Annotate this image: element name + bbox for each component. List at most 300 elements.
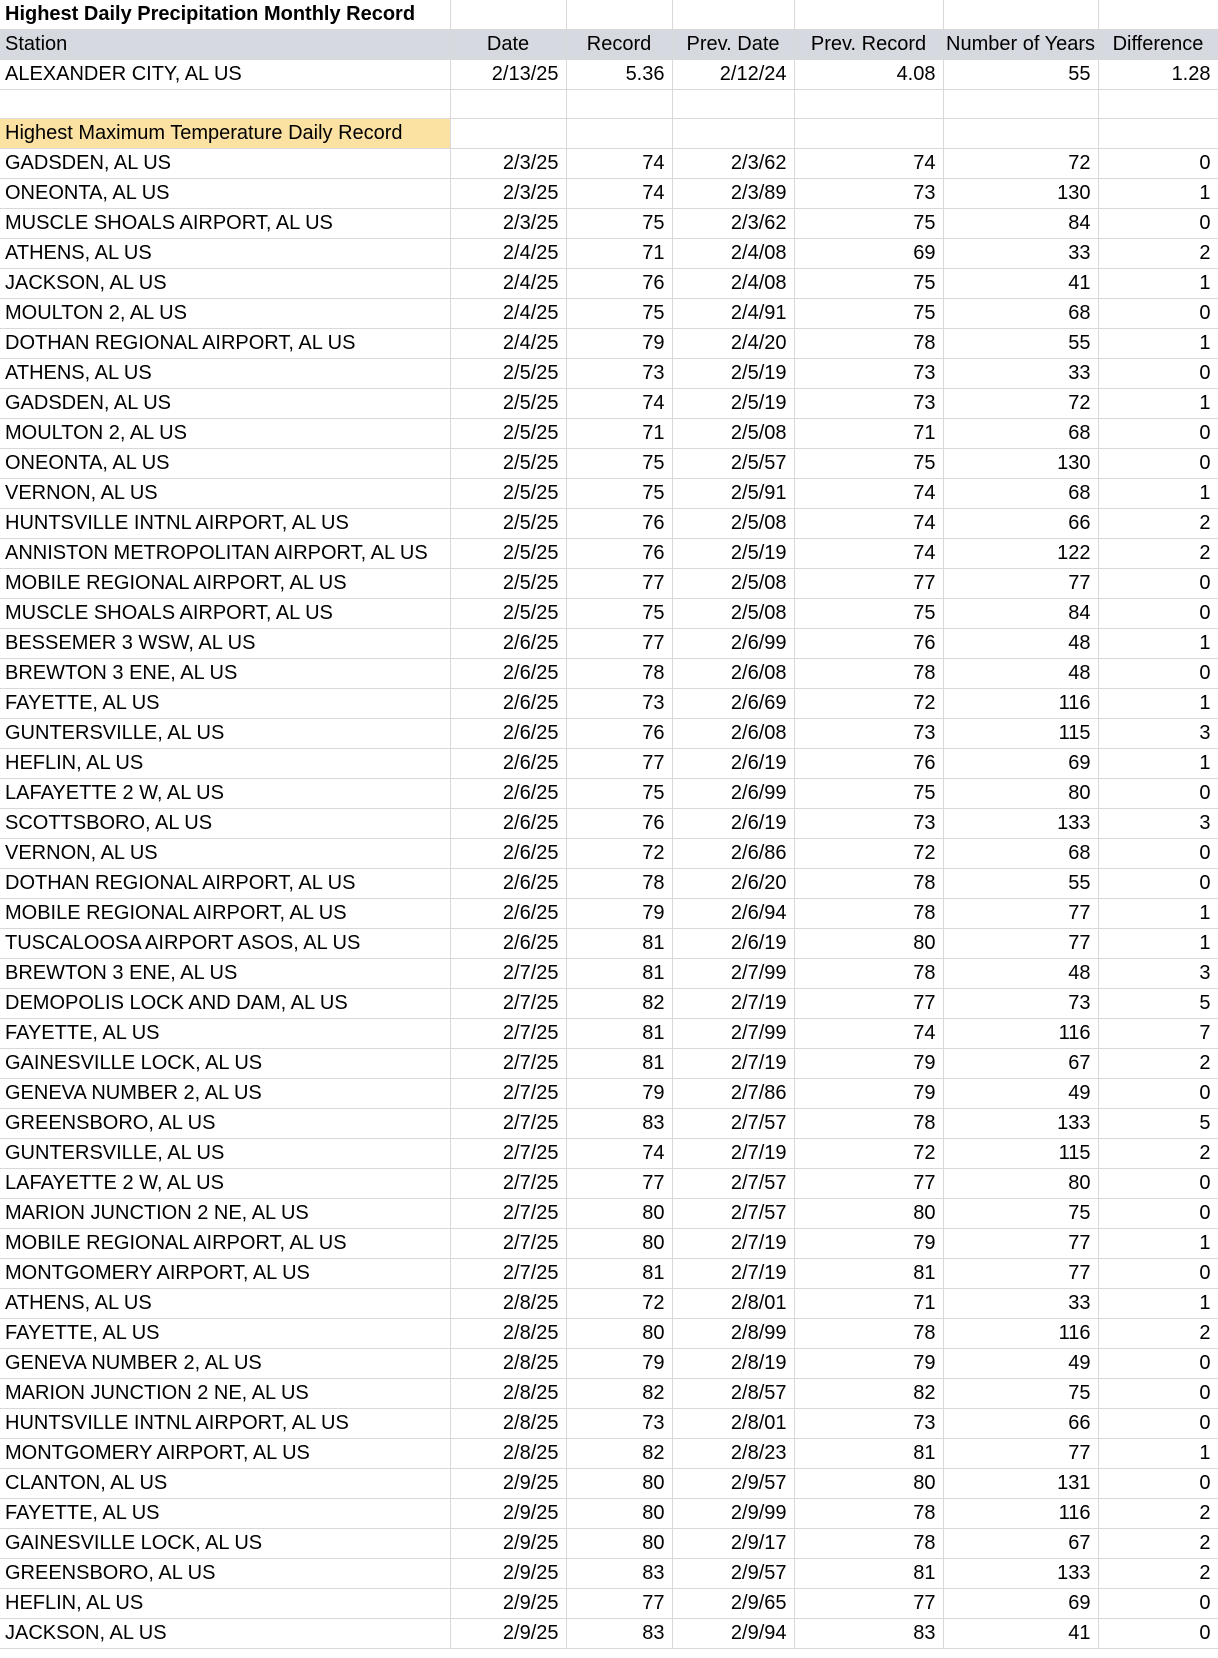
prev-record-cell[interactable]: 4.08: [794, 60, 943, 90]
years-cell[interactable]: 77: [943, 899, 1098, 929]
date-cell[interactable]: 2/6/25: [450, 929, 566, 959]
prev-date-cell[interactable]: 2/6/69: [672, 689, 794, 719]
prev-date-cell[interactable]: 2/8/23: [672, 1439, 794, 1469]
station-cell[interactable]: VERNON, AL US: [0, 479, 450, 509]
station-cell[interactable]: MOBILE REGIONAL AIRPORT, AL US: [0, 899, 450, 929]
years-cell[interactable]: 55: [943, 869, 1098, 899]
prev-date-cell[interactable]: 2/5/19: [672, 539, 794, 569]
difference-cell[interactable]: 3: [1098, 809, 1218, 839]
years-cell[interactable]: 130: [943, 179, 1098, 209]
years-cell[interactable]: 116: [943, 1019, 1098, 1049]
prev-date-cell[interactable]: 2/5/91: [672, 479, 794, 509]
station-cell[interactable]: LAFAYETTE 2 W, AL US: [0, 779, 450, 809]
years-cell[interactable]: 77: [943, 1259, 1098, 1289]
difference-cell[interactable]: 1: [1098, 1229, 1218, 1259]
prev-record-cell[interactable]: 74: [794, 1019, 943, 1049]
date-cell[interactable]: 2/7/25: [450, 1199, 566, 1229]
header-prev-record[interactable]: Prev. Record: [794, 30, 943, 60]
date-cell[interactable]: 2/6/25: [450, 869, 566, 899]
prev-record-cell[interactable]: 71: [794, 1289, 943, 1319]
difference-cell[interactable]: 1: [1098, 179, 1218, 209]
difference-cell[interactable]: 0: [1098, 569, 1218, 599]
record-cell[interactable]: 79: [566, 329, 672, 359]
date-cell[interactable]: 2/9/25: [450, 1529, 566, 1559]
prev-record-cell[interactable]: 74: [794, 479, 943, 509]
empty-cell[interactable]: [1098, 90, 1218, 119]
prev-date-cell[interactable]: 2/3/89: [672, 179, 794, 209]
date-cell[interactable]: 2/9/25: [450, 1469, 566, 1499]
prev-record-cell[interactable]: 81: [794, 1259, 943, 1289]
prev-record-cell[interactable]: 77: [794, 989, 943, 1019]
station-cell[interactable]: ANNISTON METROPOLITAN AIRPORT, AL US: [0, 539, 450, 569]
date-cell[interactable]: 2/8/25: [450, 1349, 566, 1379]
years-cell[interactable]: 131: [943, 1469, 1098, 1499]
prev-date-cell[interactable]: 2/9/17: [672, 1529, 794, 1559]
record-cell[interactable]: 81: [566, 959, 672, 989]
empty-cell[interactable]: [943, 0, 1098, 30]
difference-cell[interactable]: 2: [1098, 1529, 1218, 1559]
prev-date-cell[interactable]: 2/9/65: [672, 1589, 794, 1619]
date-cell[interactable]: 2/7/25: [450, 1019, 566, 1049]
record-cell[interactable]: 78: [566, 869, 672, 899]
difference-cell[interactable]: 2: [1098, 1499, 1218, 1529]
date-cell[interactable]: 2/7/25: [450, 1169, 566, 1199]
prev-record-cell[interactable]: 79: [794, 1229, 943, 1259]
station-cell[interactable]: DOTHAN REGIONAL AIRPORT, AL US: [0, 329, 450, 359]
prev-date-cell[interactable]: 2/6/20: [672, 869, 794, 899]
years-cell[interactable]: 115: [943, 1139, 1098, 1169]
prev-record-cell[interactable]: 73: [794, 809, 943, 839]
years-cell[interactable]: 75: [943, 1379, 1098, 1409]
station-cell[interactable]: CLANTON, AL US: [0, 1469, 450, 1499]
date-cell[interactable]: 2/4/25: [450, 329, 566, 359]
date-cell[interactable]: 2/6/25: [450, 719, 566, 749]
header-prev-date[interactable]: Prev. Date: [672, 30, 794, 60]
prev-record-cell[interactable]: 80: [794, 1469, 943, 1499]
date-cell[interactable]: 2/5/25: [450, 539, 566, 569]
station-cell[interactable]: DEMOPOLIS LOCK AND DAM, AL US: [0, 989, 450, 1019]
empty-cell[interactable]: [943, 90, 1098, 119]
prev-date-cell[interactable]: 2/6/86: [672, 839, 794, 869]
date-cell[interactable]: 2/3/25: [450, 149, 566, 179]
date-cell[interactable]: 2/7/25: [450, 959, 566, 989]
prev-record-cell[interactable]: 79: [794, 1349, 943, 1379]
prev-date-cell[interactable]: 2/7/57: [672, 1199, 794, 1229]
prev-date-cell[interactable]: 2/6/19: [672, 929, 794, 959]
header-number-of-years[interactable]: Number of Years: [943, 30, 1098, 60]
difference-cell[interactable]: 2: [1098, 1559, 1218, 1589]
date-cell[interactable]: 2/9/25: [450, 1589, 566, 1619]
date-cell[interactable]: 2/6/25: [450, 779, 566, 809]
difference-cell[interactable]: 1: [1098, 899, 1218, 929]
empty-cell[interactable]: [0, 90, 450, 119]
prev-date-cell[interactable]: 2/9/94: [672, 1619, 794, 1649]
record-cell[interactable]: 72: [566, 1289, 672, 1319]
prev-date-cell[interactable]: 2/7/19: [672, 989, 794, 1019]
date-cell[interactable]: 2/8/25: [450, 1409, 566, 1439]
station-cell[interactable]: MARION JUNCTION 2 NE, AL US: [0, 1379, 450, 1409]
difference-cell[interactable]: 0: [1098, 1589, 1218, 1619]
prev-date-cell[interactable]: 2/3/62: [672, 149, 794, 179]
station-cell[interactable]: HUNTSVILLE INTNL AIRPORT, AL US: [0, 1409, 450, 1439]
difference-cell[interactable]: 1: [1098, 329, 1218, 359]
prev-record-cell[interactable]: 73: [794, 179, 943, 209]
record-cell[interactable]: 73: [566, 1409, 672, 1439]
years-cell[interactable]: 49: [943, 1349, 1098, 1379]
difference-cell[interactable]: 0: [1098, 299, 1218, 329]
station-cell[interactable]: MONTGOMERY AIRPORT, AL US: [0, 1259, 450, 1289]
prev-date-cell[interactable]: 2/8/01: [672, 1289, 794, 1319]
station-cell[interactable]: HUNTSVILLE INTNL AIRPORT, AL US: [0, 509, 450, 539]
prev-date-cell[interactable]: 2/12/24: [672, 60, 794, 90]
years-cell[interactable]: 68: [943, 479, 1098, 509]
prev-date-cell[interactable]: 2/3/62: [672, 209, 794, 239]
station-cell[interactable]: MUSCLE SHOALS AIRPORT, AL US: [0, 599, 450, 629]
years-cell[interactable]: 80: [943, 779, 1098, 809]
record-cell[interactable]: 75: [566, 299, 672, 329]
difference-cell[interactable]: 0: [1098, 1259, 1218, 1289]
date-cell[interactable]: 2/7/25: [450, 1049, 566, 1079]
difference-cell[interactable]: 2: [1098, 1049, 1218, 1079]
difference-cell[interactable]: 0: [1098, 839, 1218, 869]
date-cell[interactable]: 2/5/25: [450, 449, 566, 479]
record-cell[interactable]: 76: [566, 269, 672, 299]
prev-record-cell[interactable]: 72: [794, 1139, 943, 1169]
record-cell[interactable]: 76: [566, 539, 672, 569]
years-cell[interactable]: 84: [943, 599, 1098, 629]
record-cell[interactable]: 75: [566, 449, 672, 479]
prev-record-cell[interactable]: 80: [794, 929, 943, 959]
years-cell[interactable]: 72: [943, 149, 1098, 179]
difference-cell[interactable]: 0: [1098, 869, 1218, 899]
prev-date-cell[interactable]: 2/7/99: [672, 1019, 794, 1049]
difference-cell[interactable]: 0: [1098, 419, 1218, 449]
difference-cell[interactable]: 0: [1098, 149, 1218, 179]
station-cell[interactable]: MONTGOMERY AIRPORT, AL US: [0, 1439, 450, 1469]
record-cell[interactable]: 80: [566, 1499, 672, 1529]
header-record[interactable]: Record: [566, 30, 672, 60]
prev-record-cell[interactable]: 75: [794, 599, 943, 629]
date-cell[interactable]: 2/6/25: [450, 839, 566, 869]
years-cell[interactable]: 130: [943, 449, 1098, 479]
years-cell[interactable]: 116: [943, 1499, 1098, 1529]
prev-date-cell[interactable]: 2/7/19: [672, 1229, 794, 1259]
station-cell[interactable]: BREWTON 3 ENE, AL US: [0, 659, 450, 689]
prev-record-cell[interactable]: 78: [794, 329, 943, 359]
prev-date-cell[interactable]: 2/6/19: [672, 809, 794, 839]
record-cell[interactable]: 83: [566, 1619, 672, 1649]
difference-cell[interactable]: 3: [1098, 959, 1218, 989]
record-cell[interactable]: 71: [566, 419, 672, 449]
prev-record-cell[interactable]: 78: [794, 1529, 943, 1559]
station-cell[interactable]: FAYETTE, AL US: [0, 689, 450, 719]
record-cell[interactable]: 81: [566, 1019, 672, 1049]
years-cell[interactable]: 68: [943, 419, 1098, 449]
temperature-section-title[interactable]: Highest Maximum Temperature Daily Record: [0, 119, 450, 149]
station-cell[interactable]: GREENSBORO, AL US: [0, 1109, 450, 1139]
date-cell[interactable]: 2/13/25: [450, 60, 566, 90]
date-cell[interactable]: 2/5/25: [450, 599, 566, 629]
years-cell[interactable]: 84: [943, 209, 1098, 239]
empty-cell[interactable]: [794, 119, 943, 149]
record-cell[interactable]: 76: [566, 509, 672, 539]
years-cell[interactable]: 49: [943, 1079, 1098, 1109]
prev-date-cell[interactable]: 2/9/99: [672, 1499, 794, 1529]
difference-cell[interactable]: 0: [1098, 779, 1218, 809]
prev-record-cell[interactable]: 73: [794, 389, 943, 419]
prev-date-cell[interactable]: 2/8/01: [672, 1409, 794, 1439]
date-cell[interactable]: 2/7/25: [450, 989, 566, 1019]
years-cell[interactable]: 133: [943, 809, 1098, 839]
header-difference[interactable]: Difference: [1098, 30, 1218, 60]
difference-cell[interactable]: 0: [1098, 449, 1218, 479]
date-cell[interactable]: 2/5/25: [450, 419, 566, 449]
difference-cell[interactable]: 2: [1098, 539, 1218, 569]
empty-cell[interactable]: [566, 0, 672, 30]
date-cell[interactable]: 2/6/25: [450, 899, 566, 929]
record-cell[interactable]: 77: [566, 749, 672, 779]
date-cell[interactable]: 2/4/25: [450, 299, 566, 329]
empty-cell[interactable]: [672, 119, 794, 149]
date-cell[interactable]: 2/8/25: [450, 1379, 566, 1409]
station-cell[interactable]: HEFLIN, AL US: [0, 1589, 450, 1619]
empty-cell[interactable]: [1098, 0, 1218, 30]
prev-date-cell[interactable]: 2/7/99: [672, 959, 794, 989]
station-cell[interactable]: LAFAYETTE 2 W, AL US: [0, 1169, 450, 1199]
empty-cell[interactable]: [1098, 119, 1218, 149]
years-cell[interactable]: 41: [943, 1619, 1098, 1649]
record-cell[interactable]: 81: [566, 1259, 672, 1289]
years-cell[interactable]: 68: [943, 839, 1098, 869]
difference-cell[interactable]: 1: [1098, 389, 1218, 419]
prev-date-cell[interactable]: 2/6/94: [672, 899, 794, 929]
years-cell[interactable]: 122: [943, 539, 1098, 569]
difference-cell[interactable]: 0: [1098, 1409, 1218, 1439]
station-cell[interactable]: BESSEMER 3 WSW, AL US: [0, 629, 450, 659]
station-cell[interactable]: FAYETTE, AL US: [0, 1499, 450, 1529]
prev-date-cell[interactable]: 2/4/08: [672, 239, 794, 269]
prev-record-cell[interactable]: 79: [794, 1079, 943, 1109]
years-cell[interactable]: 72: [943, 389, 1098, 419]
prev-record-cell[interactable]: 78: [794, 899, 943, 929]
difference-cell[interactable]: 5: [1098, 1109, 1218, 1139]
prev-record-cell[interactable]: 73: [794, 359, 943, 389]
prev-date-cell[interactable]: 2/5/08: [672, 599, 794, 629]
station-cell[interactable]: ATHENS, AL US: [0, 359, 450, 389]
station-cell[interactable]: DOTHAN REGIONAL AIRPORT, AL US: [0, 869, 450, 899]
difference-cell[interactable]: 0: [1098, 1349, 1218, 1379]
station-cell[interactable]: HEFLIN, AL US: [0, 749, 450, 779]
prev-record-cell[interactable]: 75: [794, 209, 943, 239]
prev-record-cell[interactable]: 82: [794, 1379, 943, 1409]
record-cell[interactable]: 82: [566, 1379, 672, 1409]
difference-cell[interactable]: 0: [1098, 1199, 1218, 1229]
difference-cell[interactable]: 3: [1098, 719, 1218, 749]
prev-date-cell[interactable]: 2/8/57: [672, 1379, 794, 1409]
precipitation-title[interactable]: Highest Daily Precipitation Monthly Record: [0, 0, 450, 30]
difference-cell[interactable]: 0: [1098, 1619, 1218, 1649]
empty-cell[interactable]: [566, 90, 672, 119]
date-cell[interactable]: 2/7/25: [450, 1139, 566, 1169]
years-cell[interactable]: 77: [943, 929, 1098, 959]
prev-record-cell[interactable]: 74: [794, 509, 943, 539]
prev-record-cell[interactable]: 74: [794, 539, 943, 569]
difference-cell[interactable]: 1: [1098, 689, 1218, 719]
prev-date-cell[interactable]: 2/5/08: [672, 569, 794, 599]
station-cell[interactable]: GUNTERSVILLE, AL US: [0, 1139, 450, 1169]
record-cell[interactable]: 79: [566, 1349, 672, 1379]
prev-record-cell[interactable]: 75: [794, 449, 943, 479]
record-cell[interactable]: 80: [566, 1229, 672, 1259]
difference-cell[interactable]: 0: [1098, 359, 1218, 389]
difference-cell[interactable]: 1: [1098, 479, 1218, 509]
years-cell[interactable]: 115: [943, 719, 1098, 749]
prev-date-cell[interactable]: 2/4/20: [672, 329, 794, 359]
record-cell[interactable]: 73: [566, 359, 672, 389]
prev-record-cell[interactable]: 78: [794, 659, 943, 689]
record-cell[interactable]: 82: [566, 989, 672, 1019]
date-cell[interactable]: 2/7/25: [450, 1229, 566, 1259]
date-cell[interactable]: 2/5/25: [450, 389, 566, 419]
difference-cell[interactable]: 0: [1098, 1169, 1218, 1199]
years-cell[interactable]: 55: [943, 329, 1098, 359]
difference-cell[interactable]: 2: [1098, 509, 1218, 539]
station-cell[interactable]: ALEXANDER CITY, AL US: [0, 60, 450, 90]
prev-record-cell[interactable]: 69: [794, 239, 943, 269]
station-cell[interactable]: GUNTERSVILLE, AL US: [0, 719, 450, 749]
station-cell[interactable]: TUSCALOOSA AIRPORT ASOS, AL US: [0, 929, 450, 959]
date-cell[interactable]: 2/7/25: [450, 1109, 566, 1139]
prev-record-cell[interactable]: 78: [794, 1499, 943, 1529]
prev-record-cell[interactable]: 72: [794, 689, 943, 719]
record-cell[interactable]: 77: [566, 1589, 672, 1619]
station-cell[interactable]: FAYETTE, AL US: [0, 1019, 450, 1049]
record-cell[interactable]: 77: [566, 569, 672, 599]
empty-cell[interactable]: [943, 119, 1098, 149]
record-cell[interactable]: 80: [566, 1469, 672, 1499]
prev-record-cell[interactable]: 75: [794, 299, 943, 329]
station-cell[interactable]: GAINESVILLE LOCK, AL US: [0, 1049, 450, 1079]
years-cell[interactable]: 75: [943, 1199, 1098, 1229]
date-cell[interactable]: 2/8/25: [450, 1439, 566, 1469]
prev-date-cell[interactable]: 2/8/99: [672, 1319, 794, 1349]
record-cell[interactable]: 80: [566, 1529, 672, 1559]
record-cell[interactable]: 80: [566, 1199, 672, 1229]
prev-record-cell[interactable]: 77: [794, 569, 943, 599]
prev-record-cell[interactable]: 78: [794, 1319, 943, 1349]
prev-date-cell[interactable]: 2/6/99: [672, 629, 794, 659]
prev-date-cell[interactable]: 2/7/57: [672, 1109, 794, 1139]
years-cell[interactable]: 68: [943, 299, 1098, 329]
prev-date-cell[interactable]: 2/6/99: [672, 779, 794, 809]
difference-cell[interactable]: 5: [1098, 989, 1218, 1019]
station-cell[interactable]: GENEVA NUMBER 2, AL US: [0, 1349, 450, 1379]
prev-date-cell[interactable]: 2/9/57: [672, 1559, 794, 1589]
station-cell[interactable]: FAYETTE, AL US: [0, 1319, 450, 1349]
prev-date-cell[interactable]: 2/7/19: [672, 1259, 794, 1289]
prev-record-cell[interactable]: 81: [794, 1439, 943, 1469]
date-cell[interactable]: 2/6/25: [450, 689, 566, 719]
station-cell[interactable]: VERNON, AL US: [0, 839, 450, 869]
date-cell[interactable]: 2/8/25: [450, 1289, 566, 1319]
difference-cell[interactable]: 1: [1098, 629, 1218, 659]
prev-record-cell[interactable]: 78: [794, 959, 943, 989]
date-cell[interactable]: 2/4/25: [450, 269, 566, 299]
prev-date-cell[interactable]: 2/7/57: [672, 1169, 794, 1199]
prev-date-cell[interactable]: 2/6/08: [672, 719, 794, 749]
record-cell[interactable]: 74: [566, 1139, 672, 1169]
empty-cell[interactable]: [450, 90, 566, 119]
record-cell[interactable]: 73: [566, 689, 672, 719]
prev-date-cell[interactable]: 2/4/08: [672, 269, 794, 299]
date-cell[interactable]: 2/6/25: [450, 629, 566, 659]
empty-cell[interactable]: [672, 0, 794, 30]
record-cell[interactable]: 83: [566, 1559, 672, 1589]
record-cell[interactable]: 75: [566, 479, 672, 509]
years-cell[interactable]: 67: [943, 1529, 1098, 1559]
date-cell[interactable]: 2/3/25: [450, 209, 566, 239]
prev-date-cell[interactable]: 2/9/57: [672, 1469, 794, 1499]
prev-date-cell[interactable]: 2/5/08: [672, 419, 794, 449]
years-cell[interactable]: 77: [943, 569, 1098, 599]
years-cell[interactable]: 133: [943, 1559, 1098, 1589]
station-cell[interactable]: GENEVA NUMBER 2, AL US: [0, 1079, 450, 1109]
prev-date-cell[interactable]: 2/6/19: [672, 749, 794, 779]
prev-record-cell[interactable]: 81: [794, 1559, 943, 1589]
years-cell[interactable]: 69: [943, 1589, 1098, 1619]
record-cell[interactable]: 5.36: [566, 60, 672, 90]
difference-cell[interactable]: 1: [1098, 929, 1218, 959]
years-cell[interactable]: 48: [943, 659, 1098, 689]
record-cell[interactable]: 82: [566, 1439, 672, 1469]
station-cell[interactable]: JACKSON, AL US: [0, 1619, 450, 1649]
difference-cell[interactable]: 2: [1098, 1319, 1218, 1349]
record-cell[interactable]: 77: [566, 1169, 672, 1199]
station-cell[interactable]: MOBILE REGIONAL AIRPORT, AL US: [0, 569, 450, 599]
difference-cell[interactable]: 1.28: [1098, 60, 1218, 90]
date-cell[interactable]: 2/7/25: [450, 1079, 566, 1109]
years-cell[interactable]: 33: [943, 359, 1098, 389]
empty-cell[interactable]: [566, 119, 672, 149]
years-cell[interactable]: 69: [943, 749, 1098, 779]
prev-record-cell[interactable]: 83: [794, 1619, 943, 1649]
station-cell[interactable]: JACKSON, AL US: [0, 269, 450, 299]
date-cell[interactable]: 2/3/25: [450, 179, 566, 209]
prev-date-cell[interactable]: 2/8/19: [672, 1349, 794, 1379]
date-cell[interactable]: 2/5/25: [450, 569, 566, 599]
prev-record-cell[interactable]: 76: [794, 629, 943, 659]
difference-cell[interactable]: 1: [1098, 749, 1218, 779]
record-cell[interactable]: 75: [566, 209, 672, 239]
prev-date-cell[interactable]: 2/5/19: [672, 389, 794, 419]
empty-cell[interactable]: [450, 119, 566, 149]
prev-record-cell[interactable]: 73: [794, 1409, 943, 1439]
empty-cell[interactable]: [794, 0, 943, 30]
record-cell[interactable]: 74: [566, 389, 672, 419]
record-cell[interactable]: 79: [566, 1079, 672, 1109]
record-cell[interactable]: 75: [566, 599, 672, 629]
years-cell[interactable]: 66: [943, 1409, 1098, 1439]
empty-cell[interactable]: [450, 0, 566, 30]
station-cell[interactable]: ONEONTA, AL US: [0, 179, 450, 209]
station-cell[interactable]: MOULTON 2, AL US: [0, 419, 450, 449]
station-cell[interactable]: MOBILE REGIONAL AIRPORT, AL US: [0, 1229, 450, 1259]
record-cell[interactable]: 79: [566, 899, 672, 929]
years-cell[interactable]: 48: [943, 959, 1098, 989]
prev-date-cell[interactable]: 2/7/19: [672, 1049, 794, 1079]
years-cell[interactable]: 133: [943, 1109, 1098, 1139]
years-cell[interactable]: 116: [943, 689, 1098, 719]
